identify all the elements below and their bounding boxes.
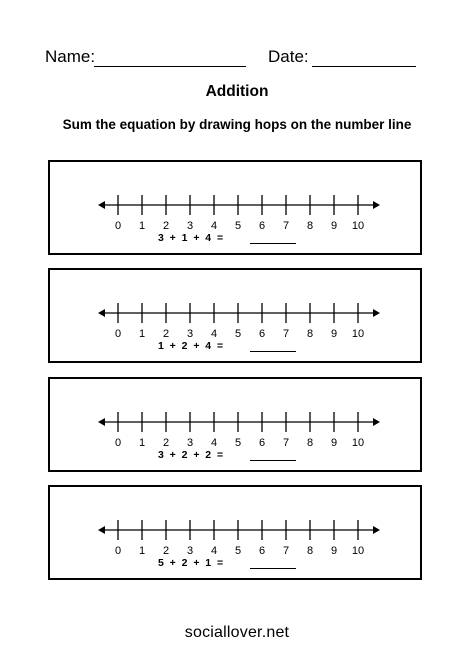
footer-website: sociallover.net [184,624,290,641]
problem-box-2 [48,268,422,363]
tick-label: 6 [258,545,266,557]
tick-label: 0 [114,437,122,449]
tick-label: 8 [306,220,314,232]
name-field[interactable] [94,66,246,67]
left-arrow-icon [98,201,105,209]
tick-label: 0 [114,545,122,557]
problem-box-1 [48,160,422,255]
tick-label: 3 [186,545,194,557]
tick-label: 0 [114,220,122,232]
tick-label: 8 [306,437,314,449]
equation-text: 1 + 2 + 4 = [158,340,224,352]
tick-label: 9 [330,220,338,232]
tick-label: 1 [138,545,146,557]
answer-blank[interactable] [250,243,296,244]
answer-blank[interactable] [250,460,296,461]
problem-box-4 [48,485,422,580]
tick-label: 6 [258,328,266,340]
number-line[interactable] [50,162,420,253]
right-arrow-icon [373,526,380,534]
tick-label: 8 [306,545,314,557]
tick-label: 7 [282,220,290,232]
tick-label: 9 [330,545,338,557]
tick-label: 3 [186,328,194,340]
tick-label: 7 [282,437,290,449]
number-line[interactable] [50,270,420,361]
tick-label: 5 [234,220,242,232]
right-arrow-icon [373,309,380,317]
tick-label: 2 [162,545,170,557]
tick-label: 5 [234,545,242,557]
equation-text: 3 + 2 + 2 = [158,449,224,461]
tick-label: 9 [330,328,338,340]
problem-box-3 [48,377,422,472]
tick-label: 1 [138,220,146,232]
right-arrow-icon [373,201,380,209]
tick-label: 4 [210,220,218,232]
answer-blank[interactable] [250,568,296,569]
tick-label: 7 [282,545,290,557]
page-title: Addition [205,83,269,100]
number-line[interactable] [50,379,420,470]
name-label: Name: [45,47,96,66]
tick-label: 4 [210,437,218,449]
tick-label: 2 [162,437,170,449]
header-row [0,46,474,72]
tick-label: 4 [210,328,218,340]
answer-blank[interactable] [250,351,296,352]
tick-label: 3 [186,220,194,232]
left-arrow-icon [98,418,105,426]
tick-label: 10 [351,437,365,449]
tick-label: 1 [138,437,146,449]
equation-text: 3 + 1 + 4 = [158,232,224,244]
right-arrow-icon [373,418,380,426]
tick-label: 1 [138,328,146,340]
tick-label: 9 [330,437,338,449]
tick-label: 0 [114,328,122,340]
left-arrow-icon [98,526,105,534]
tick-label: 6 [258,437,266,449]
instruction-text: Sum the equation by drawing hops on the number line [62,117,412,132]
tick-label: 8 [306,328,314,340]
tick-label: 6 [258,220,266,232]
date-label: Date: [268,47,309,66]
tick-label: 2 [162,328,170,340]
tick-label: 7 [282,328,290,340]
tick-label: 5 [234,437,242,449]
date-field[interactable] [312,66,416,67]
left-arrow-icon [98,309,105,317]
tick-label: 10 [351,220,365,232]
number-line[interactable] [50,487,420,578]
equation-text: 5 + 2 + 1 = [158,557,224,569]
tick-label: 10 [351,328,365,340]
tick-label: 2 [162,220,170,232]
tick-label: 4 [210,545,218,557]
tick-label: 5 [234,328,242,340]
tick-label: 3 [186,437,194,449]
tick-label: 10 [351,545,365,557]
